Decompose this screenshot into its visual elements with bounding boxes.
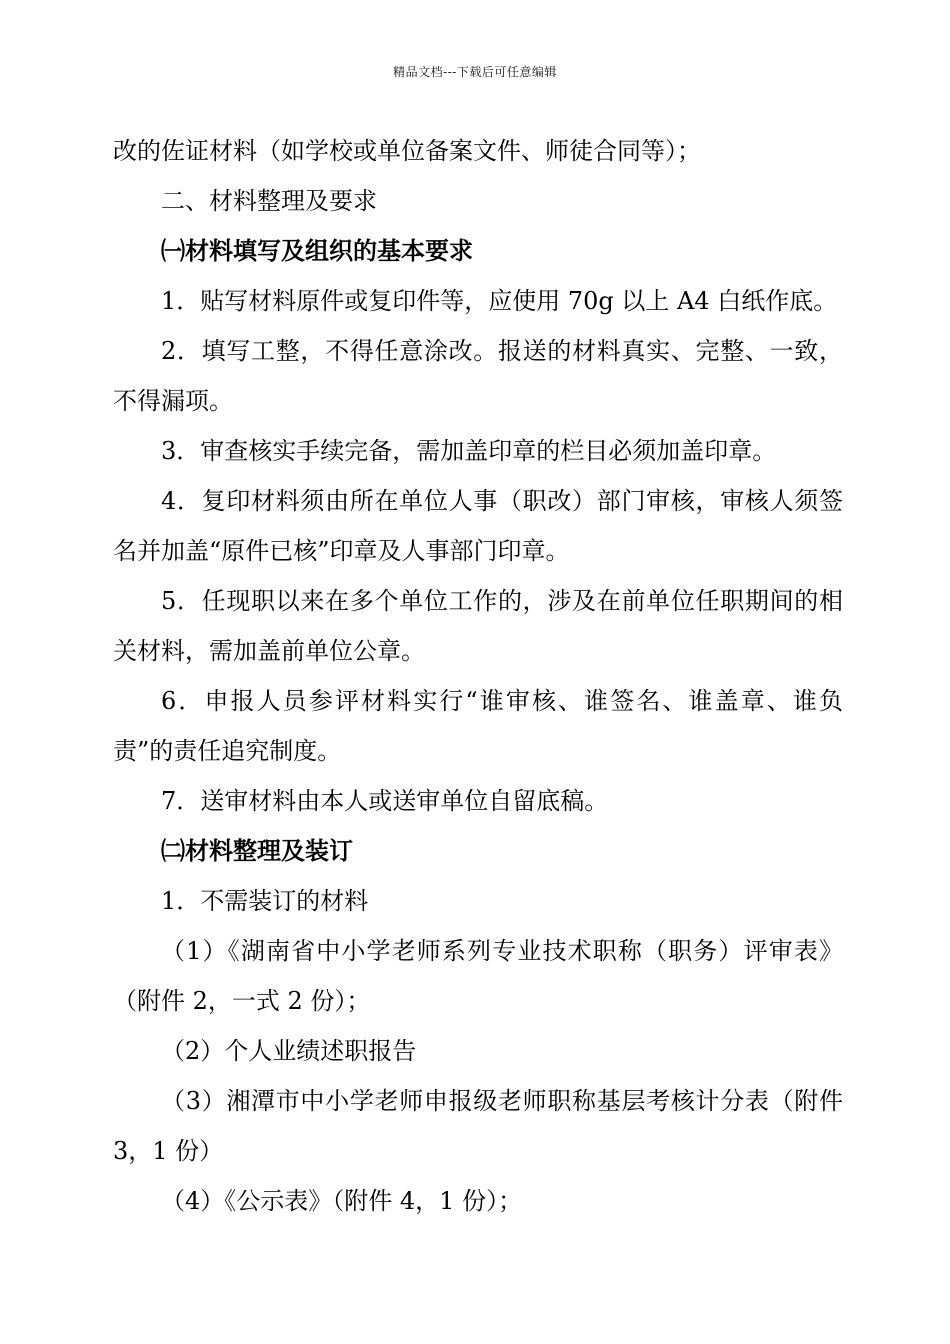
- paragraph-continuation: 改的佐证材料（如学校或单位备案文件、师徒合同等）；: [113, 137, 701, 165]
- requirement-item-4: 4．复印材料须由所在单位人事（职改）部门审核，审核人须签名并加盖“原件已核”印章及人事部门印章。: [113, 487, 843, 565]
- binding-item-1: 1．不需装订的材料: [161, 887, 369, 915]
- requirement-item-3: 3．审查核实手续完备，需加盖印章的栏目必须加盖印章。: [161, 437, 777, 465]
- page-header: 精品文档---下载后可任意编辑: [393, 65, 557, 79]
- list-item-3: （3）湘潭市中小学老师申报级老师职称基层考核计分表（附件 3，1 份）: [113, 1087, 843, 1165]
- subsection-heading-1: ㈠材料填写及组织的基本要求: [161, 236, 473, 265]
- subsection-heading-2: ㈡材料整理及装订: [161, 836, 353, 865]
- list-item-1: （1）《湖南省中小学老师系列专业技术职称（职务）评审表》（附件 2，一式 2 份）；: [113, 937, 843, 1015]
- requirement-item-7: 7．送审材料由本人或送审单位自留底稿。: [161, 787, 609, 815]
- list-item-4: （4）《公示表》（附件 4，1 份）；: [161, 1187, 523, 1215]
- requirement-item-5: 5．任现职以来在多个单位工作的，涉及在前单位任职期间的相关材料，需加盖前单位公章。: [113, 587, 843, 665]
- requirement-item-2: 2．填写工整，不得任意涂改。报送的材料真实、完整、一致，不得漏项。: [113, 337, 843, 415]
- section-heading: 二、材料整理及要求: [161, 187, 377, 215]
- list-item-2: （2）个人业绩述职报告: [161, 1037, 417, 1065]
- requirement-item-6: 6．申报人员参评材料实行“谁审核、谁签名、谁盖章、谁负责”的责任追究制度。: [113, 687, 843, 765]
- requirement-item-1: 1．贴写材料原件或复印件等，应使用 70g 以上 A4 白纸作底。: [161, 287, 838, 315]
- document-body: [113, 126, 843, 1226]
